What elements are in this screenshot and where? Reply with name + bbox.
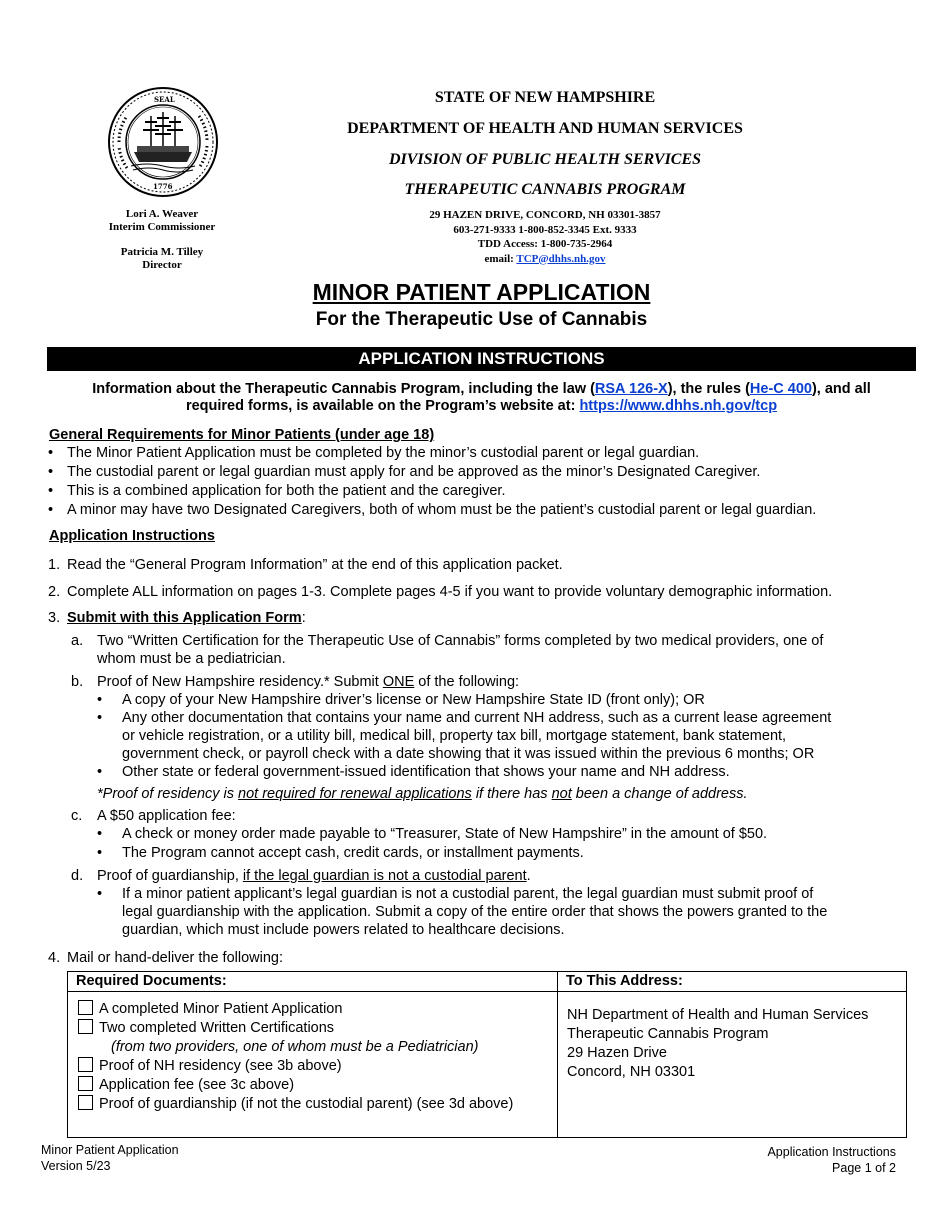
program-name: THERAPEUTIC CANNABIS PROGRAM [404, 181, 686, 198]
page-title: MINOR PATIENT APPLICATION [312, 279, 651, 305]
division-name: DIVISION OF PUBLIC HEALTH SERVICES [388, 151, 702, 168]
address-header: To This Address: [558, 972, 907, 992]
website-link[interactable]: https://www.dhhs.nh.gov/tcp [579, 398, 778, 414]
official-name: Patricia M. Tilley [120, 246, 204, 258]
application-instructions-heading: Application Instructions [49, 528, 215, 544]
official-title: Director [142, 259, 182, 271]
doc-item: Two completed Written Certifications [78, 1019, 557, 1038]
seal-ring-lettering: SEAL [154, 95, 175, 104]
doc-checkbox[interactable] [78, 1057, 93, 1072]
page-number: Page 1 of 2 [832, 1161, 896, 1175]
official-name: Lori A. Weaver [125, 208, 199, 220]
general-requirements-heading: General Requirements for Minor Patients (under age 18) [49, 427, 435, 443]
program-info [47, 381, 916, 415]
contact-block [330, 208, 760, 266]
email-link[interactable]: TCP@dhhs.nh.gov [516, 252, 606, 265]
rules-link[interactable]: He-C 400 [749, 381, 812, 397]
rsa-link[interactable]: RSA 126-X [594, 381, 668, 397]
doc-checkbox[interactable] [78, 1019, 93, 1034]
address-line: Therapeutic Cannabis Program [567, 1026, 769, 1042]
state-name: STATE OF NEW HAMPSHIRE [434, 89, 656, 106]
info-text: ), the rules ( [667, 381, 750, 397]
documents-cell [68, 992, 558, 1138]
official-title: Interim Commissioner [108, 221, 216, 233]
email-label: email: [484, 252, 514, 265]
department-name: DEPARTMENT OF HEALTH AND HUMAN SERVICES [347, 120, 743, 137]
page-subtitle: For the Therapeutic Use of Cannabis [315, 309, 648, 330]
address-cell [558, 992, 907, 1138]
doc-item: Application fee (see 3c above) [78, 1076, 557, 1095]
section-bar: APPLICATION INSTRUCTIONS [47, 347, 916, 371]
address-line: 29 Hazen Drive [567, 1045, 667, 1061]
address-line: NH Department of Health and Human Services [567, 1007, 869, 1023]
address-line: 29 HAZEN DRIVE, CONCORD, NH 03301-3857 [429, 209, 661, 221]
info-text: ), and all [811, 381, 871, 397]
seal-ring-lettering: 1776 [153, 182, 173, 191]
official-block-1 [92, 208, 232, 234]
email-line [330, 252, 760, 267]
section-name: Application Instructions [767, 1145, 896, 1159]
cert-note: (from two providers, one of whom must be a Pediatrician) [111, 1039, 479, 1055]
phone-line: 603-271-9333 1-800-852-3345 Ext. 9333 [453, 223, 637, 236]
form-version: Version 5/23 [41, 1159, 111, 1173]
official-block-2 [92, 246, 232, 272]
doc-checkbox[interactable] [78, 1000, 93, 1015]
footer-right [767, 1144, 896, 1176]
doc-item: A completed Minor Patient Application [78, 1000, 557, 1019]
tdd-line: TDD Access: 1-800-735-2964 [477, 238, 613, 250]
state-seal-icon [107, 86, 219, 198]
address-line: Concord, NH 03301 [567, 1064, 696, 1080]
documents-table [67, 971, 907, 1138]
doc-item: Proof of guardianship (if not the custodial parent) (see 3d above) [78, 1095, 557, 1114]
required-documents-header: Required Documents: [68, 972, 558, 992]
footer-left [41, 1142, 179, 1174]
doc-checkbox[interactable] [78, 1076, 93, 1091]
info-text: required forms, is available on the Program’s website at: [185, 398, 580, 414]
info-text: Information about the Therapeutic Cannabis Program, including the law ( [92, 381, 595, 397]
doc-checkbox[interactable] [78, 1095, 93, 1110]
form-name: Minor Patient Application [41, 1143, 179, 1157]
doc-item: Proof of NH residency (see 3b above) [78, 1057, 557, 1076]
